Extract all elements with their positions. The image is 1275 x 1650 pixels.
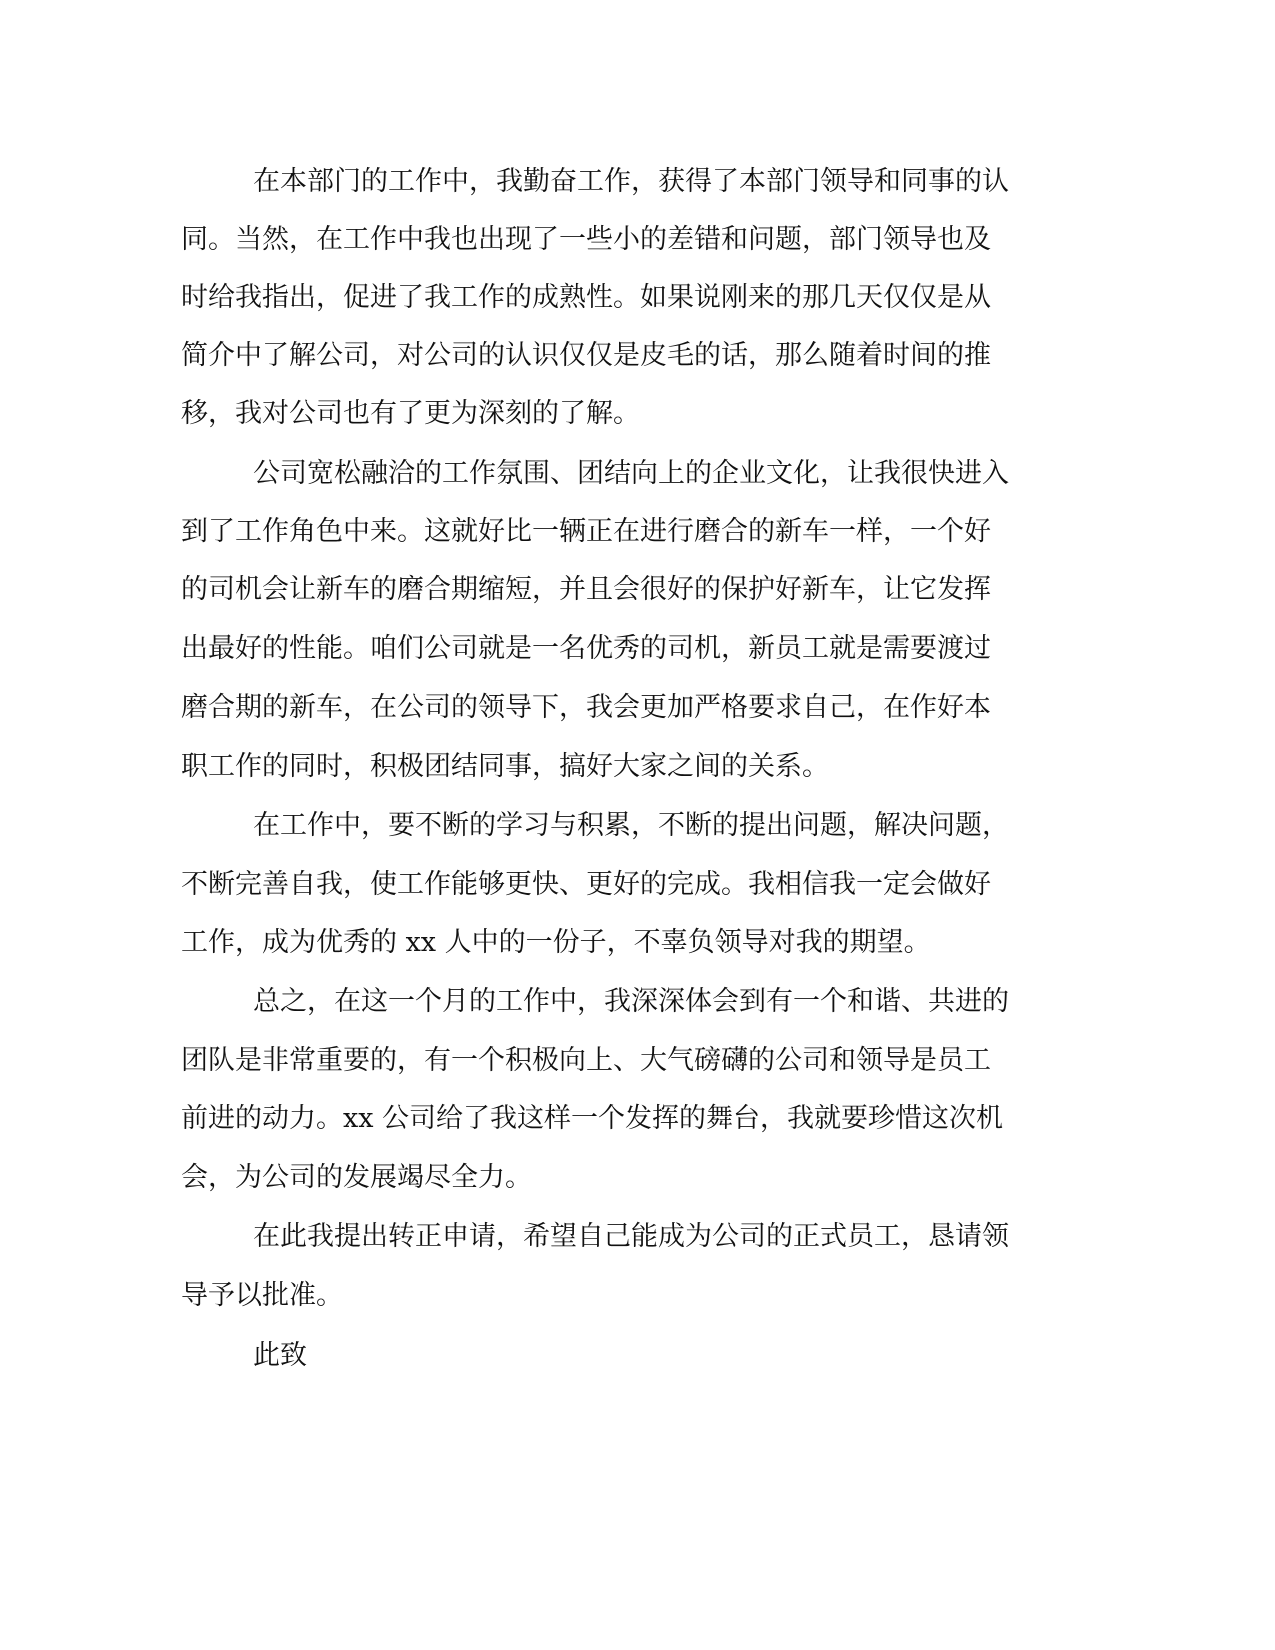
body-text-line: 会，为公司的发展竭尽全力。	[181, 1162, 532, 1193]
body-text-line: 在本部门的工作中，我勤奋工作，获得了本部门领导和同事的认	[253, 166, 1009, 197]
body-text-line: 总之，在这一个月的工作中，我深深体会到有一个和谐、共进的	[253, 986, 1009, 1017]
body-text-line: 团队是非常重要的，有一个积极向上、大气磅礴的公司和领导是员工	[181, 1045, 991, 1076]
body-text-line: 到了工作角色中来。这就好比一辆正在进行磨合的新车一样，一个好	[181, 516, 991, 547]
body-text-line: 在工作中，要不断的学习与积累，不断的提出问题，解决问题，	[253, 810, 1009, 841]
body-text-line: 导予以批准。	[181, 1280, 343, 1311]
closing-salutation: 此致	[253, 1340, 307, 1371]
body-text-line: 时给我指出，促进了我工作的成熟性。如果说刚来的那几天仅仅是从	[181, 282, 991, 313]
body-text-line: 简介中了解公司，对公司的认识仅仅是皮毛的话，那么随着时间的推	[181, 340, 991, 371]
body-text-line: 的司机会让新车的磨合期缩短，并且会很好的保护好新车，让它发挥	[181, 574, 991, 605]
body-text-line: 前进的动力。xx 公司给了我这样一个发挥的舞台，我就要珍惜这次机	[181, 1103, 1004, 1134]
body-text-line: 不断完善自我，使工作能够更快、更好的完成。我相信我一定会做好	[181, 869, 991, 900]
body-text-line: 在此我提出转正申请，希望自己能成为公司的正式员工，恳请领	[253, 1221, 1009, 1252]
body-text-line: 磨合期的新车，在公司的领导下，我会更加严格要求自己，在作好本	[181, 692, 991, 723]
body-text-line: 移，我对公司也有了更为深刻的了解。	[181, 398, 640, 429]
body-text-line: 出最好的性能。咱们公司就是一名优秀的司机，新员工就是需要渡过	[181, 633, 991, 664]
body-text-line: 同。当然，在工作中我也出现了一些小的差错和问题，部门领导也及	[181, 224, 991, 255]
body-text-line: 职工作的同时，积极团结同事，搞好大家之间的关系。	[181, 751, 829, 782]
body-text-line: 工作，成为优秀的 xx 人中的一份子，不辜负领导对我的期望。	[181, 927, 931, 958]
body-text-line: 公司宽松融洽的工作氛围、团结向上的企业文化，让我很快进入	[253, 458, 1009, 489]
